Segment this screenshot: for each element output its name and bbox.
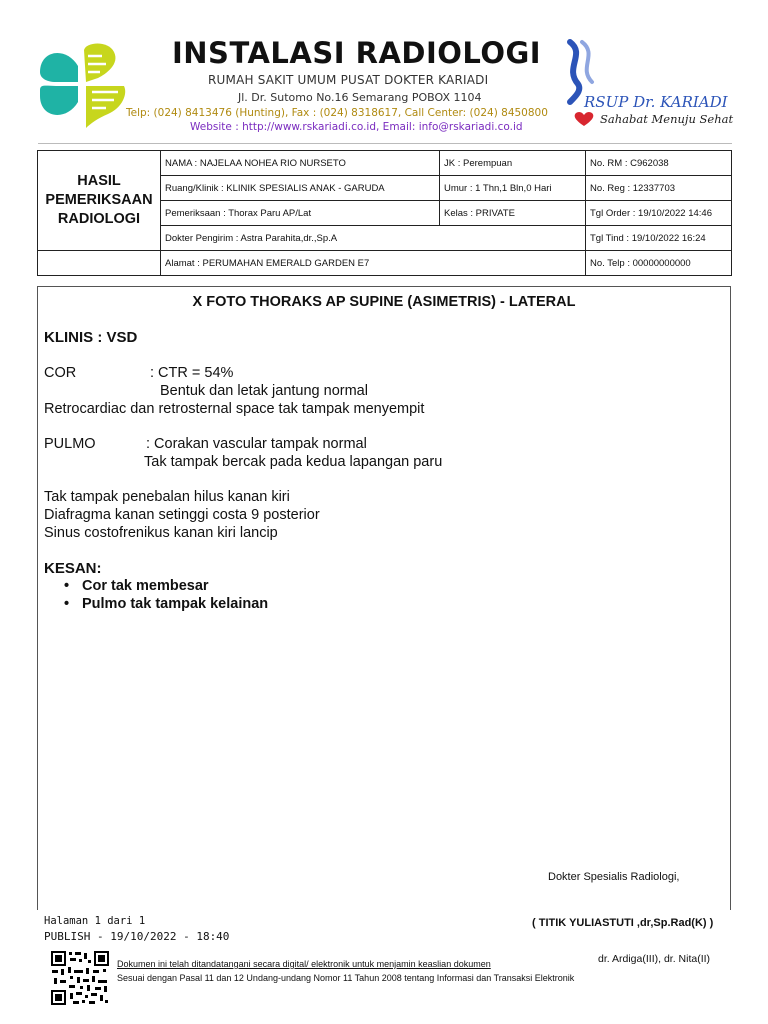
registration-number: No. Reg : 12337703 [586, 176, 732, 201]
cor-ctr: : CTR = 54% [150, 365, 234, 381]
cor-finding: Retrocardiac dan retrosternal space tak tampak menyempit [44, 401, 425, 417]
referring-doctor: Dokter Pengirim : Astra Parahita,dr.,Sp.A [161, 226, 586, 251]
clinical-info: KLINIS : VSD [44, 329, 138, 346]
divider [730, 866, 731, 896]
hospital-contact: Telp: (024) 8413476 (Hunting), Fax : (024) 8318617, Call Center: (024) 8450800 [126, 107, 548, 119]
other-finding: Sinus costofrenikus kanan kiri lancip [44, 525, 278, 541]
patient-age: Umur : 1 Thn,1 Bln,0 Hari [440, 176, 586, 201]
header-divider [38, 143, 732, 144]
patient-gender: JK : Perempuan [440, 151, 586, 176]
signer-name: ( TITIK YULIASTUTI ,dr,Sp.Rad(K) ) [532, 917, 714, 929]
clinic: Ruang/Klinik : KLINIK SPESIALIS ANAK - GARUDA [161, 176, 440, 201]
digital-signature-note: Dokumen ini telah ditandatangani secara digital/ elektronik untuk menjamin keaslian dokumen [117, 959, 491, 969]
publish-date: PUBLISH - 19/10/2022 - 18:40 [44, 930, 230, 943]
other-finding: Tak tampak penebalan hilus kanan kiri [44, 489, 290, 505]
tagline: Sahabat Menuju Sehat [600, 112, 734, 126]
conclusion-item: • Cor tak membesar [66, 578, 209, 594]
examination: Pemeriksaan : Thorax Paru AP/Lat [161, 201, 440, 226]
order-date: Tgl Order : 19/10/2022 14:46 [586, 201, 732, 226]
signer-title: Dokter Spesialis Radiologi, [548, 871, 680, 883]
report-title: X FOTO THORAKS AP SUPINE (ASIMETRIS) - LATERAL [192, 294, 576, 310]
brand-name: RSUP Dr. KARIADI [584, 93, 728, 111]
patient-address: Alamat : PERUMAHAN EMERALD GARDEN E7 [161, 251, 586, 276]
assistant-doctors: dr. Ardiga(III), dr. Nita(II) [598, 953, 711, 965]
phone-number: No. Telp : 00000000000 [586, 251, 732, 276]
qr-code-icon [50, 950, 110, 1006]
conclusion-label: KESAN: [44, 560, 102, 577]
medical-record-number: No. RM : C962038 [586, 151, 732, 176]
pulmo-finding: Tak tampak bercak pada kedua lapangan paru [144, 454, 443, 470]
section-title: HASIL PEMERIKSAAN RADIOLOGI [38, 151, 161, 251]
hospital-website: Website : http://www.rskariadi.co.id, Email: info@rskariadi.co.id [190, 121, 523, 133]
action-date: Tgl Tind : 19/10/2022 16:24 [586, 226, 732, 251]
pulmo-label: PULMO [44, 436, 96, 452]
cor-finding: Bentuk dan letak jantung normal [160, 383, 368, 399]
other-finding: Diafragma kanan setinggi costa 9 posterior [44, 507, 320, 523]
hospital-name: RUMAH SAKIT UMUM PUSAT DOKTER KARIADI [208, 73, 489, 87]
page-title: INSTALASI RADIOLOGI [172, 36, 542, 70]
patient-name: NAMA : NAJELAA NOHEA RIO NURSETO [161, 151, 440, 176]
pulmo-finding: : Corakan vascular tampak normal [146, 436, 367, 452]
patient-info-table [37, 150, 732, 276]
page-number: Halaman 1 dari 1 [44, 915, 146, 927]
room-class: Kelas : PRIVATE [440, 201, 586, 226]
conclusion-item: • Pulmo tak tampak kelainan [66, 596, 268, 612]
legal-basis-note: Sesuai dengan Pasal 11 dan 12 Undang-undang Nomor 11 Tahun 2008 tentang Informasi dan Transaksi Elektronik [117, 973, 575, 983]
hospital-address: Jl. Dr. Sutomo No.16 Semarang POBOX 1104 [238, 91, 482, 104]
kemenkes-logo-icon [36, 38, 128, 130]
heart-icon [573, 111, 595, 127]
cor-label: COR [44, 365, 77, 381]
